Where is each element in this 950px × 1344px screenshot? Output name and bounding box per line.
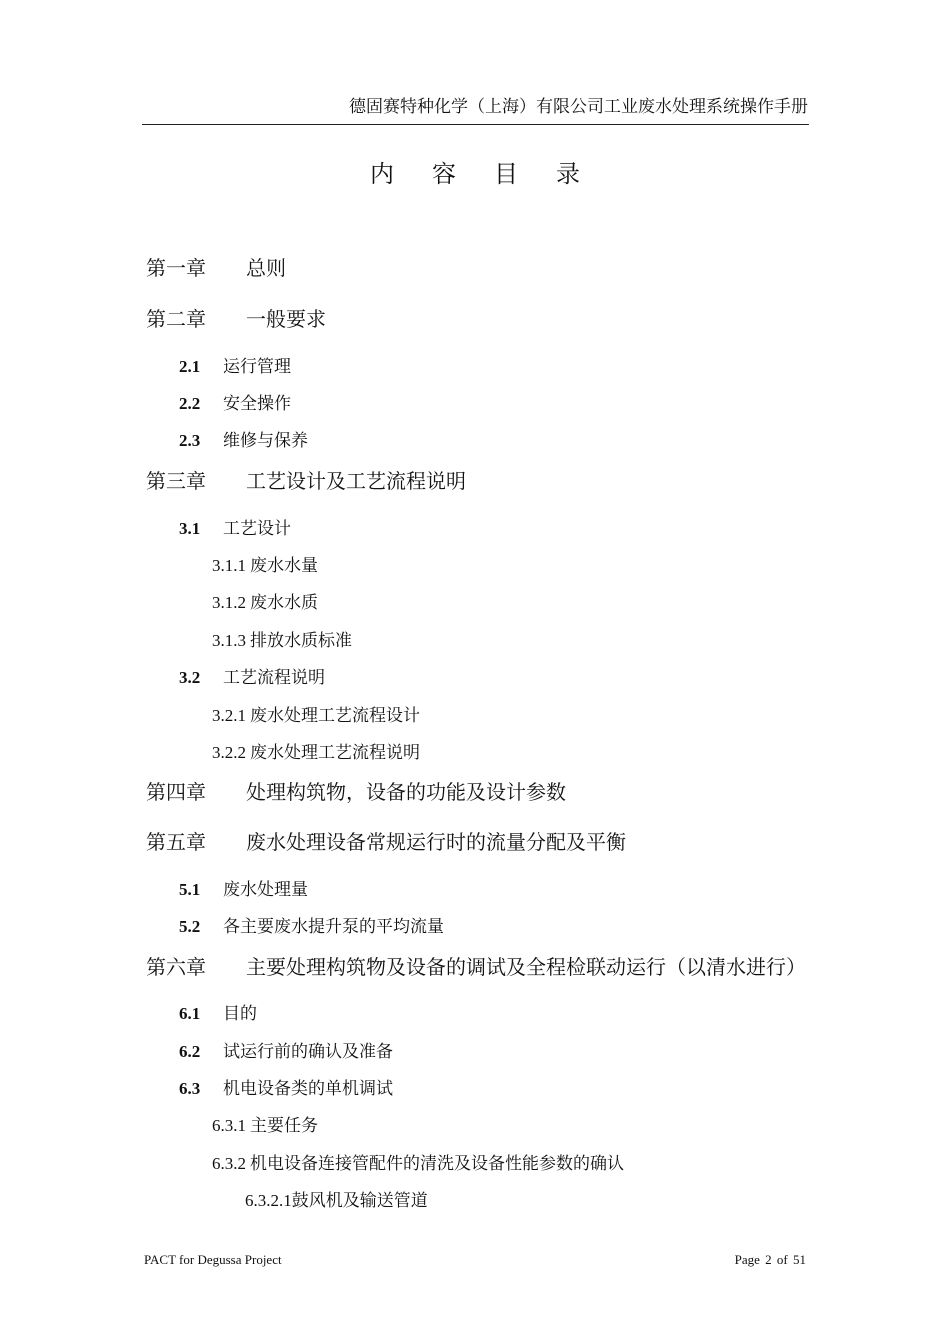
toc-entry-chapter bbox=[146, 309, 326, 329]
toc-entry-title: 机电设备连接管配件的清洗及设备性能参数的确认 bbox=[250, 1154, 624, 1174]
toc-entry-sub bbox=[212, 1155, 624, 1173]
toc-entry-number: 6.2 bbox=[179, 1042, 201, 1061]
toc-entry-title: 工艺设计及工艺流程说明 bbox=[246, 469, 466, 493]
toc-entry-title: 废水处理量 bbox=[223, 880, 308, 900]
toc-entry-section bbox=[179, 881, 308, 899]
toc-entry-number: 3.1.3 bbox=[212, 631, 246, 650]
toc-entry-number: 3.1.2 bbox=[212, 593, 246, 612]
toc-entry-chapter bbox=[146, 471, 466, 491]
toc-entry-number: 6.3.2.1 bbox=[245, 1191, 292, 1210]
toc-entry-number: 第三章 bbox=[146, 469, 206, 493]
toc-entry-number: 3.2.1 bbox=[212, 706, 246, 725]
footer-page-number: Page 2 of 51 bbox=[734, 1252, 806, 1267]
toc-entry-title: 各主要废水提升泵的平均流量 bbox=[223, 917, 444, 937]
toc-entry-title: 废水处理工艺流程说明 bbox=[250, 743, 420, 763]
toc-entry-number: 2.1 bbox=[179, 357, 201, 376]
toc-entry-title: 工艺设计 bbox=[223, 519, 291, 539]
toc-entry-number: 6.3 bbox=[179, 1079, 201, 1098]
toc-entry-sub bbox=[212, 744, 420, 762]
toc-entry-section bbox=[179, 520, 291, 538]
toc-entry-chapter bbox=[146, 957, 806, 977]
toc-entry-title: 维修与保养 bbox=[223, 431, 308, 451]
toc-entry-title: 主要处理构筑物及设备的调试及全程检联动运行（以清水进行） bbox=[246, 955, 806, 979]
toc-entry-title: 鼓风机及输送管道 bbox=[291, 1191, 428, 1211]
toc-entry-number: 2.3 bbox=[179, 431, 201, 450]
toc-entry-section bbox=[179, 358, 291, 376]
toc-entry-number: 6.3.1 bbox=[212, 1116, 246, 1135]
toc-entry-section bbox=[179, 1080, 393, 1098]
toc-entry-number: 3.2.2 bbox=[212, 743, 246, 762]
toc-entry-number: 第六章 bbox=[146, 955, 206, 979]
toc-entry-title: 主要任务 bbox=[250, 1116, 318, 1136]
page-header: 德固赛特种化学（上海）有限公司工业废水处理系统操作手册 bbox=[349, 97, 808, 117]
toc-entry-sub bbox=[212, 707, 420, 725]
toc-entry-title: 机电设备类的单机调试 bbox=[223, 1079, 393, 1099]
toc-entry-section bbox=[179, 395, 291, 413]
toc-entry-title: 排放水质标准 bbox=[250, 631, 352, 651]
toc-entry-title: 工艺流程说明 bbox=[223, 668, 325, 688]
toc-entry-section bbox=[179, 918, 444, 936]
toc-entry-number: 5.1 bbox=[179, 880, 201, 899]
toc-entry-title: 试运行前的确认及准备 bbox=[223, 1042, 393, 1062]
toc-entry-chapter bbox=[146, 258, 286, 278]
toc-entry-number: 第五章 bbox=[146, 830, 206, 854]
toc-entry-title: 一般要求 bbox=[246, 307, 326, 331]
toc-title: 内容目录 bbox=[370, 160, 618, 188]
toc-entry-title: 废水处理工艺流程设计 bbox=[250, 706, 420, 726]
toc-entry-number: 6.1 bbox=[179, 1004, 201, 1023]
toc-entry-number: 2.2 bbox=[179, 394, 201, 413]
toc-entry-title: 总则 bbox=[246, 256, 286, 280]
toc-entry-number: 3.2 bbox=[179, 668, 201, 687]
toc-entry-number: 第四章 bbox=[146, 780, 206, 804]
toc-entry-number: 6.3.2 bbox=[212, 1154, 246, 1173]
toc-entry-number: 5.2 bbox=[179, 917, 201, 936]
toc-entry-sub bbox=[212, 557, 318, 575]
toc-entry-title: 安全操作 bbox=[223, 394, 291, 414]
toc-entry-section bbox=[179, 1005, 257, 1023]
toc-entry-section bbox=[179, 1043, 393, 1061]
toc-entry-number: 3.1 bbox=[179, 519, 201, 538]
toc-entry-number: 第一章 bbox=[146, 256, 206, 280]
toc-entry-title: 处理构筑物，设备的功能及设计参数 bbox=[246, 780, 566, 804]
toc-entry-chapter bbox=[146, 782, 566, 802]
toc-entry-section bbox=[179, 432, 308, 450]
toc-entry-number: 第二章 bbox=[146, 307, 206, 331]
toc-entry-title: 废水处理设备常规运行时的流量分配及平衡 bbox=[246, 830, 626, 854]
toc-entry-sub bbox=[212, 594, 318, 612]
toc-entry-title: 目的 bbox=[223, 1004, 257, 1024]
toc-entry-chapter bbox=[146, 832, 626, 852]
toc-entry-subsub bbox=[245, 1192, 428, 1210]
toc-entry-sub bbox=[212, 632, 352, 650]
toc-entry-title: 废水水质 bbox=[250, 593, 318, 613]
toc-entry-title: 废水水量 bbox=[250, 556, 318, 576]
toc-entry-number: 3.1.1 bbox=[212, 556, 246, 575]
toc-entry-sub bbox=[212, 1117, 318, 1135]
toc-entry-title: 运行管理 bbox=[223, 357, 291, 377]
toc-entry-section bbox=[179, 669, 325, 687]
footer-project: PACT for Degussa Project bbox=[144, 1252, 282, 1267]
